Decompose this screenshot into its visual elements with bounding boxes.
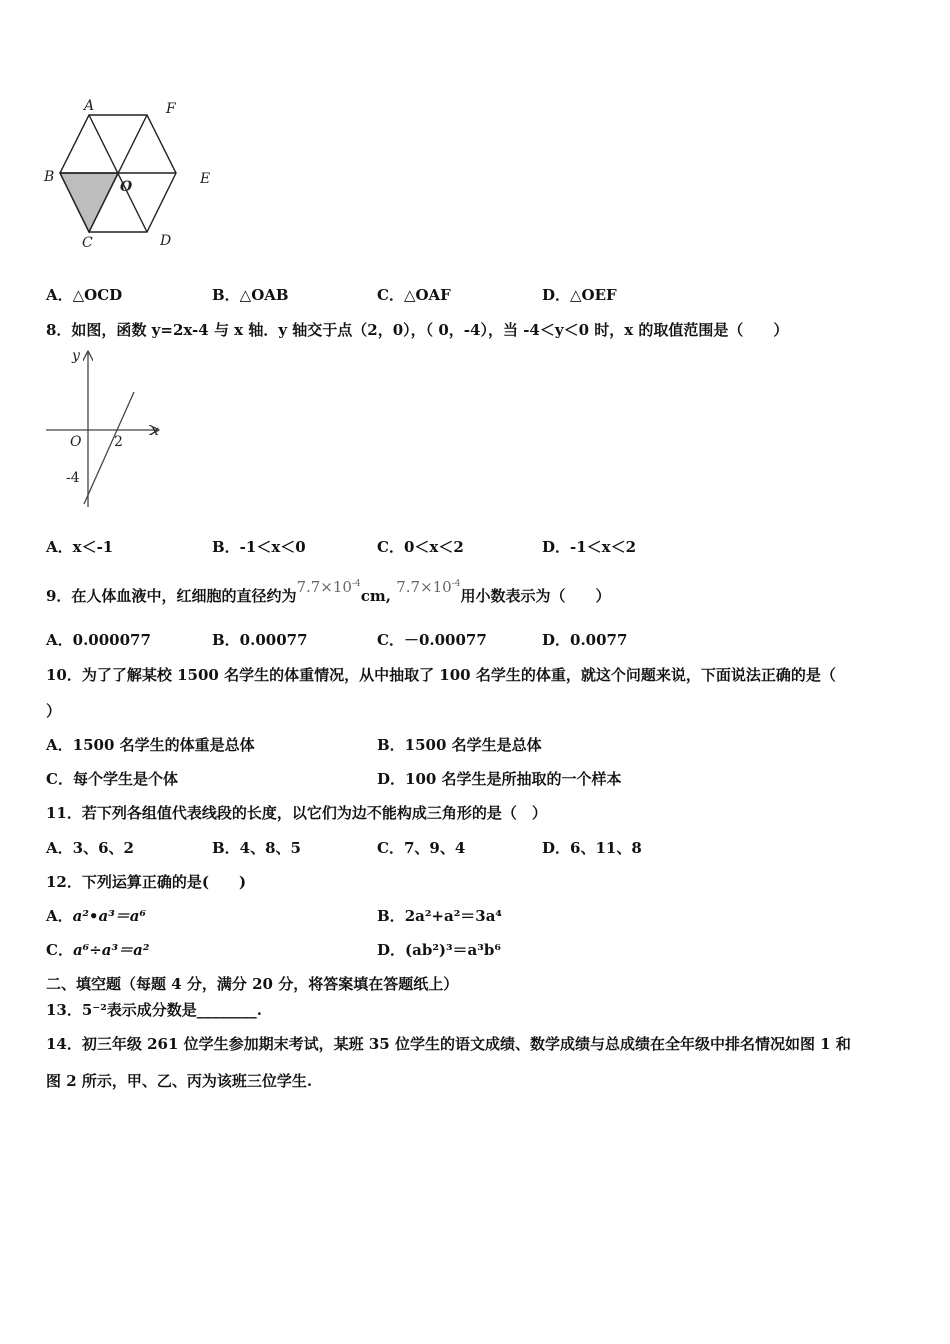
q9-option-a[interactable]: A．0.000077 [46,631,151,649]
q8-option-b[interactable]: B．-1＜x＜0 [212,538,306,556]
q9-option-d[interactable]: D．0.0077 [542,631,628,649]
q12-option-b[interactable]: B．2a²+a²＝3a⁴ [377,907,502,925]
q12-option-d[interactable]: D．(ab²)³＝a³b⁶ [377,941,501,959]
q8-option-d[interactable]: D．-1＜x＜2 [542,538,637,556]
hexagon-figure [38,95,223,255]
q9-sci-notation-1: $7.7\times 10^{-4}$ [296,578,361,596]
function-line [84,392,134,504]
q12-option-a[interactable]: A．a²•a³＝a⁶ [46,907,147,925]
label-f: F [166,101,176,117]
q8-stem: 8．如图，函数 y=2x-4 与 x 轴．y 轴交于点（2，0），（ 0，-4），当 -4＜y＜0 时，x 的取值范围是（ ） [46,321,789,339]
q12-option-a-expr: a²•a³＝a⁶ [72,907,147,925]
q12-option-c[interactable]: C．a⁶÷a³＝a² [46,941,150,959]
y-intercept-label: -4 [66,470,80,486]
q11-option-a[interactable]: A．3、6、2 [46,839,134,857]
label-o: O [120,179,133,195]
q10-stem-cont: ） [46,702,62,720]
q9-stem [46,578,611,606]
q11-option-d[interactable]: D．6、11、8 [542,839,642,857]
label-a: A [84,98,95,114]
label-e: E [200,171,211,187]
q9-suffix: 用小数表示为（ ） [460,587,611,605]
q9-prefix: 9．在人体血液中，红细胞的直径约为 [46,587,297,605]
q12-option-c-expr: a⁶÷a³＝a² [72,941,150,959]
q9-option-b[interactable]: B．0.00077 [212,631,308,649]
q12-option-d-expr: (ab²)³＝a³b⁶ [405,941,501,959]
origin-label: O [70,434,82,450]
q9-sci-notation-2: $7.7\times 10^{-4}$ [396,578,461,596]
q8-linear-graph [38,342,173,512]
q13-stem: 13．5⁻²表示成分数是________. [46,1001,263,1019]
q11-option-c[interactable]: C．7、9、4 [377,839,466,857]
q8-option-a[interactable]: A．x＜-1 [46,538,114,556]
q11-option-b[interactable]: B．4、8、5 [212,839,301,857]
q10-option-d[interactable]: D．100 名学生是所抽取的一个样本 [377,770,622,788]
q10-stem: 10．为了了解某校 1500 名学生的体重情况，从中抽取了 100 名学生的体重，就这个问题来说，下面说法正确的是（ [46,666,836,684]
label-d: D [160,233,172,249]
section2-title: 二、填空题（每题 4 分，满分 20 分，将答案填在答题纸上） [46,975,459,993]
label-b: B [44,169,55,185]
q10-option-c[interactable]: C．每个学生是个体 [46,770,178,788]
q9-unit: cm, [360,587,391,605]
q7-option-b[interactable]: B．△OAB [212,286,289,304]
q8-option-c[interactable]: C．0＜x＜2 [377,538,464,556]
q12-stem: 12．下列运算正确的是( ) [46,873,247,891]
x-intercept-label: 2 [114,434,123,450]
y-axis-label: y [72,348,80,364]
q11-stem: 11．若下列各组值代表线段的长度，以它们为边不能构成三角形的是（ ） [46,804,547,822]
q12-option-b-expr: 2a²+a²＝3a⁴ [404,907,502,925]
q7-option-a[interactable]: A．△OCD [46,286,123,304]
q7-option-c[interactable]: C．△OAF [377,286,451,304]
x-axis-label: x [151,423,159,439]
shaded-triangle-obc [60,173,118,232]
q14-line2: 图 2 所示，甲、乙、丙为该班三位学生. [46,1072,313,1090]
label-c: C [82,235,93,251]
q7-option-d[interactable]: D．△OEF [542,286,617,304]
q14-line1: 14．初三年级 261 位学生参加期末考试，某班 35 位学生的语文成绩、数学成绩与总成绩在全年级中排名情况如图 1 和 [46,1035,851,1053]
q10-option-a[interactable]: A．1500 名学生的体重是总体 [46,736,255,754]
q10-option-b[interactable]: B．1500 名学生是总体 [377,736,542,754]
q9-option-c[interactable]: C．－0.00077 [377,631,487,649]
